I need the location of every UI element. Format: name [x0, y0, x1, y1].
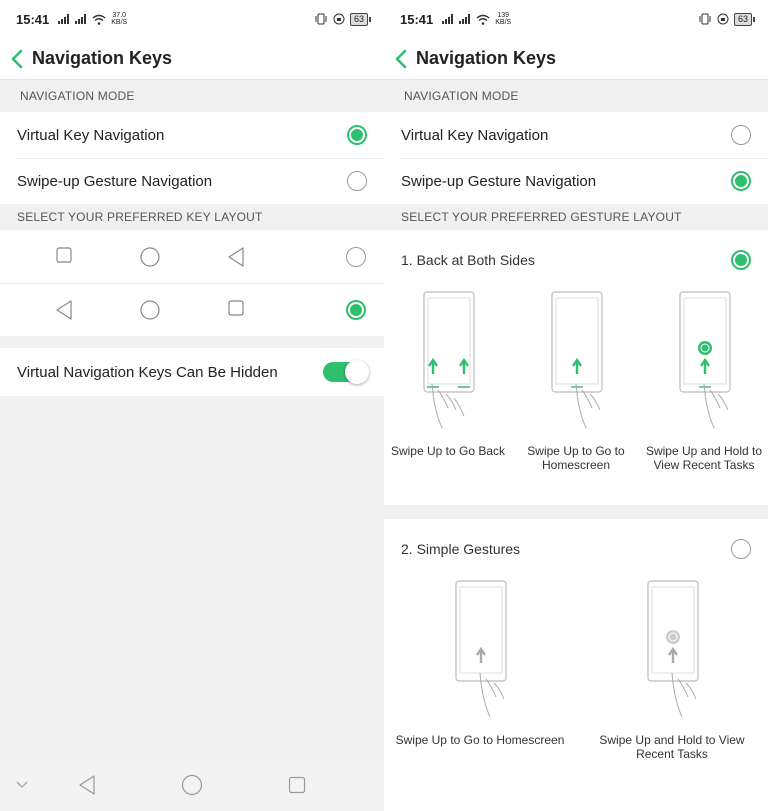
- option-label: Swipe-up Gesture Navigation: [17, 172, 213, 190]
- page-title: Navigation Keys: [32, 48, 173, 68]
- back-arrow-icon[interactable]: [10, 47, 30, 71]
- circle-icon: [140, 247, 160, 267]
- status-bar: [384, 0, 768, 38]
- radio-swipe-gesture-navigation[interactable]: [347, 171, 367, 191]
- signal-icon: [58, 14, 72, 24]
- square-icon: [56, 247, 72, 263]
- wifi-icon: [476, 14, 490, 25]
- section-header-gesture-layout: SELECT YOUR PREFERRED GESTURE LAYOUT: [384, 204, 768, 230]
- phone-swipe-hold-illustration: [642, 579, 702, 719]
- nav-back-icon[interactable]: [44, 775, 130, 795]
- back-arrow-icon[interactable]: [394, 47, 414, 71]
- key-layout-option-1[interactable]: [0, 230, 384, 283]
- option-swipe-gesture-navigation[interactable]: [0, 158, 384, 204]
- status-time: 15:41: [16, 11, 50, 27]
- radio-swipe-gesture-navigation[interactable]: [731, 171, 751, 191]
- gesture-caption: Swipe Up to Go to Homescreen: [395, 733, 565, 747]
- gesture-option-back-both-sides[interactable]: [384, 230, 768, 505]
- gesture-caption: Swipe Up and Hold to View Recent Tasks: [599, 733, 745, 761]
- wifi-icon: [92, 14, 106, 25]
- phone-swipe-home-illustration: [450, 579, 510, 719]
- signal-icon: [75, 14, 89, 24]
- system-nav-bar: [0, 759, 384, 811]
- gesture-caption: Swipe Up to Go to Homescreen: [527, 444, 625, 472]
- radio-virtual-key-navigation[interactable]: [731, 125, 751, 145]
- hide-keys-row[interactable]: [0, 348, 384, 396]
- option-label: Swipe-up Gesture Navigation: [401, 172, 597, 190]
- vibrate-icon: [314, 13, 328, 25]
- option-swipe-gesture-navigation[interactable]: [384, 158, 768, 204]
- radio-key-layout-2[interactable]: [346, 300, 366, 320]
- option-label: Virtual Key Navigation: [17, 126, 165, 144]
- app-bar: [0, 38, 384, 80]
- section-header-navigation-mode: NAVIGATION MODE: [384, 80, 768, 112]
- status-bar: [0, 0, 384, 38]
- key-layout-option-2[interactable]: [0, 283, 384, 336]
- nav-recents-icon[interactable]: [254, 776, 340, 794]
- hide-keys-toggle[interactable]: [323, 362, 367, 382]
- network-speed: 139 KB/S: [495, 12, 512, 26]
- radio-key-layout-1[interactable]: [346, 247, 366, 267]
- signal-icon: [442, 14, 456, 24]
- triangle-back-icon: [227, 247, 245, 267]
- triangle-back-icon: [55, 300, 73, 320]
- signal-icon: [459, 14, 473, 24]
- section-header-navigation-mode: NAVIGATION MODE: [0, 80, 384, 112]
- radio-gesture-2[interactable]: [731, 539, 751, 559]
- phone-swipe-back-illustration: [418, 290, 478, 430]
- gesture-caption: Swipe Up to Go Back: [390, 444, 506, 458]
- radio-gesture-1[interactable]: [731, 250, 751, 270]
- section-header-key-layout: SELECT YOUR PREFERRED KEY LAYOUT: [0, 204, 384, 230]
- gesture-caption: Swipe Up and Hold to View Recent Tasks: [645, 444, 763, 472]
- battery-indicator: 63: [734, 13, 752, 26]
- gesture-option-title: 1. Back at Both Sides: [401, 252, 535, 268]
- app-bar: [384, 38, 768, 80]
- option-virtual-key-navigation[interactable]: [384, 112, 768, 158]
- battery-indicator: 63: [350, 13, 368, 26]
- status-time: 15:41: [400, 11, 434, 27]
- nav-home-icon[interactable]: [130, 774, 254, 796]
- option-label: Virtual Key Navigation: [401, 126, 549, 144]
- lock-rotation-icon: [333, 13, 345, 25]
- radio-virtual-key-navigation[interactable]: [347, 125, 367, 145]
- network-speed: 37.0 KB/S: [111, 12, 128, 26]
- right-screen: [384, 0, 768, 811]
- phone-swipe-hold-illustration: [674, 290, 734, 430]
- page-title: Navigation Keys: [416, 48, 557, 68]
- option-virtual-key-navigation[interactable]: [0, 112, 384, 158]
- vibrate-icon: [698, 13, 712, 25]
- gesture-option-simple[interactable]: [384, 519, 768, 799]
- square-icon: [228, 300, 244, 316]
- hide-keys-label: Virtual Navigation Keys Can Be Hidden: [17, 363, 278, 381]
- lock-rotation-icon: [717, 13, 729, 25]
- circle-icon: [140, 300, 160, 320]
- gesture-option-title: 2. Simple Gestures: [401, 541, 521, 557]
- phone-swipe-home-illustration: [546, 290, 606, 430]
- chevron-down-icon[interactable]: [0, 781, 44, 789]
